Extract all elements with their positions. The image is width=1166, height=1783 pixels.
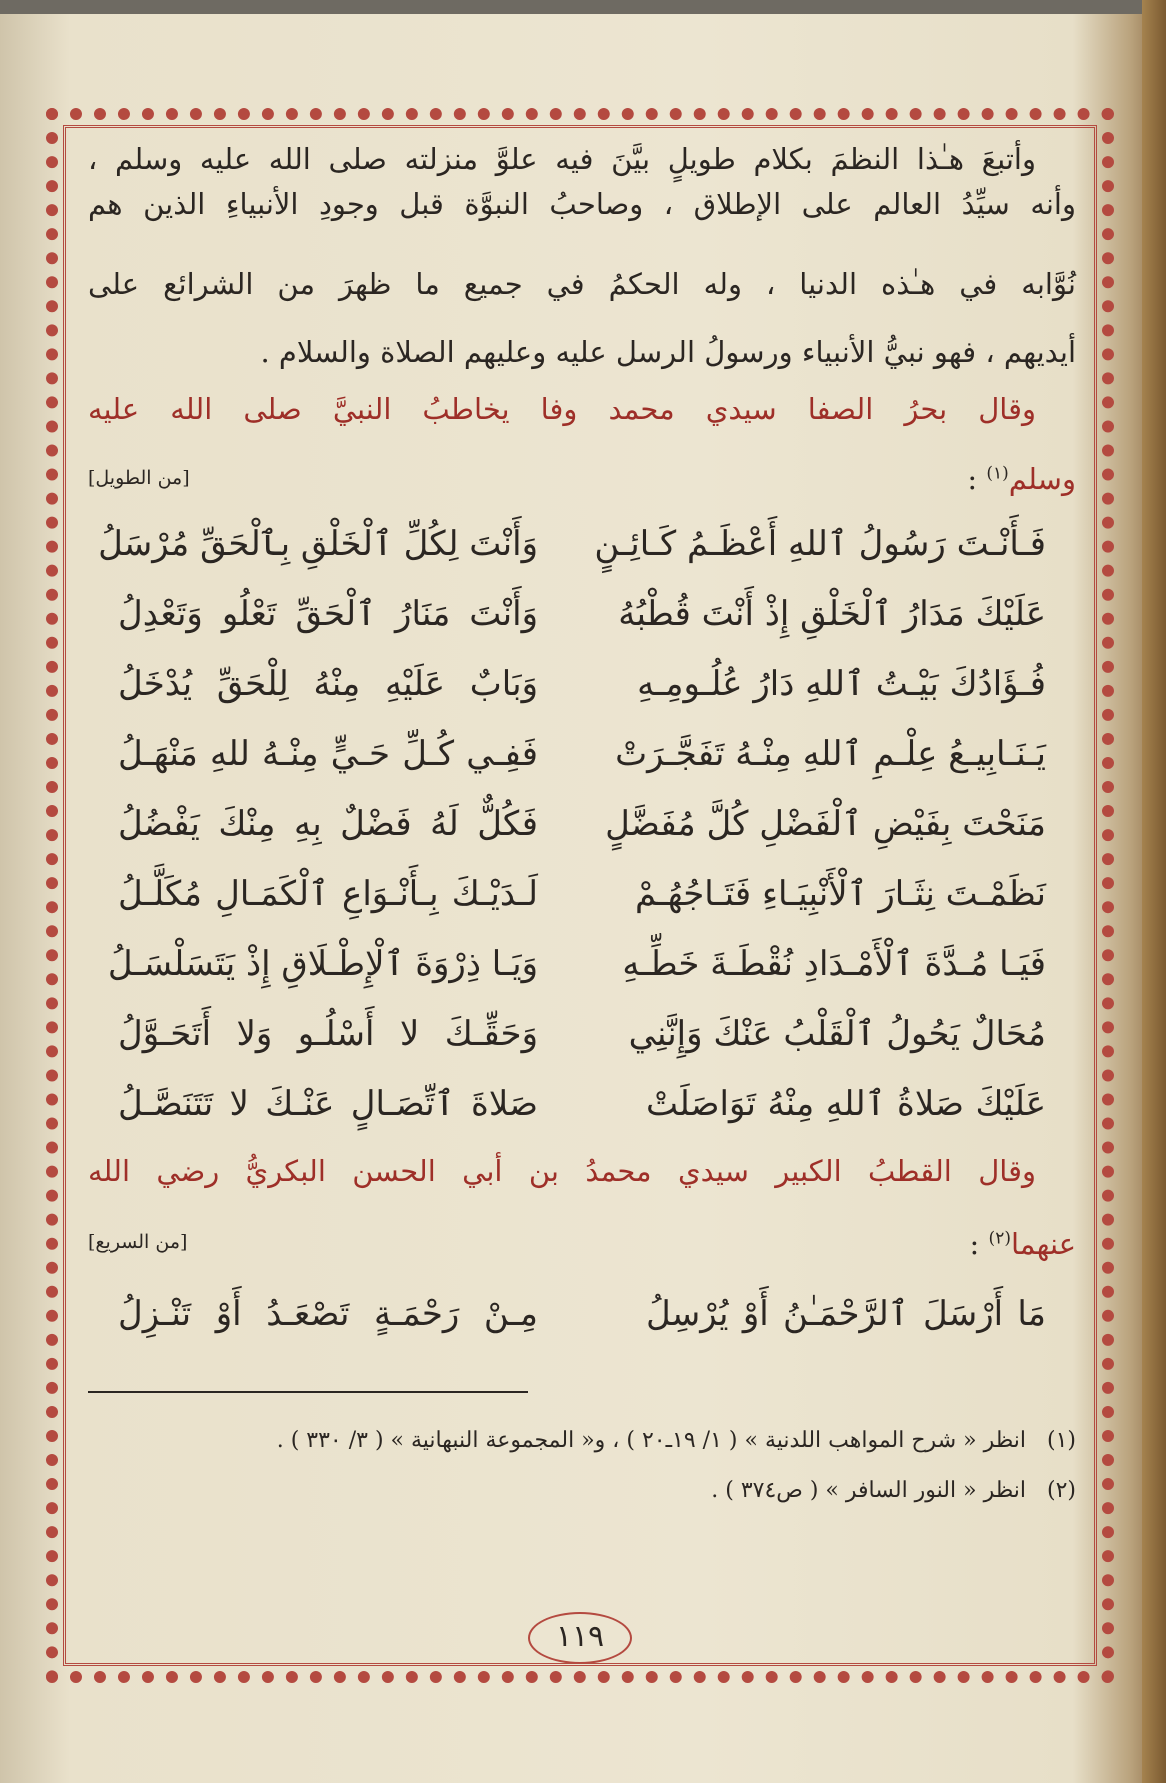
verse-line (88, 524, 1076, 579)
colon: : (967, 462, 978, 496)
verse-line (88, 804, 1076, 859)
verse-line (88, 944, 1076, 999)
verse-first-hemistich: عَلَيْكَ صَلاةُ ٱللهِ مِنْهُ تَوَاصَلَتْ (646, 1084, 1046, 1124)
verse-line (88, 1014, 1076, 1069)
page-number: ١١٩ (528, 1612, 632, 1664)
footnote-text: انظر « النور السافر » ( ص٣٧٤ ) . (711, 1478, 1026, 1503)
verse-line (88, 1084, 1076, 1139)
verse-second-hemistich: فَكُلٌّ لَهُ فَضْلٌ بِهِ مِنْكَ يَفْضُلُ (118, 804, 538, 844)
verse-line (88, 664, 1076, 719)
section-heading-word: عنهما (1010, 1227, 1076, 1261)
footnote (277, 1428, 1076, 1453)
intro-line: أيديهم ، فهو نبيُّ الأنبياء ورسولُ الرسل عليه وعليهم الصلاة والسلام . (260, 335, 1076, 369)
verse-second-hemistich: وَأَنْتَ مَنَارُ ٱلْحَقِّ تَعْلُو وَتَعْدِلُ (118, 594, 538, 634)
verse-first-hemistich: نَظَمْـتَ نِثَـارَ ٱلْأَنْبِيَـاءِ فَتَـاجُهُـمْ (635, 874, 1046, 914)
footnote-separator (88, 1391, 528, 1393)
verse-second-hemistich: فَفِـي كُـلِّ حَـيٍّ مِنْـهُ للهِ مَنْهَـلُ (118, 734, 538, 774)
footnote-number: (٢) (1046, 1478, 1076, 1503)
footnote (711, 1478, 1076, 1503)
verse-second-hemistich: وَأَنْتَ لِكُلِّ ٱلْخَلْقِ بِٱلْحَقِّ مُرْسَلُ (98, 524, 538, 564)
section-heading-end (88, 1227, 1076, 1261)
footnote-mark: (١) (986, 463, 1009, 484)
verse-line (88, 874, 1076, 929)
verse-first-hemistich: فَـأَنْـتَ رَسُولُ ٱللهِ أَعْظَـمُ كَـائِـنٍ (594, 524, 1046, 564)
meter-label: [من الطويل] (88, 467, 190, 489)
verse-first-hemistich: مَنَحْتَ بِفَيْضِ ٱلْفَضْلِ كُلَّ مُفَضَّلٍ (605, 804, 1046, 844)
verse-first-hemistich: يَـنَـابِيـعُ عِلْـمِ ٱللهِ مِنْـهُ تَفَجَّـرَتْ (615, 734, 1046, 774)
verse-second-hemistich: لَـدَيْـكَ بِـأَنْـوَاعِ ٱلْكَمَـالِ مُكَلَّـلُ (118, 874, 538, 914)
verse-line (88, 734, 1076, 789)
intro-line: وأتبعَ هـٰذا النظمَ بكلام طويلٍ بيَّنَ فيه علوَّ منزلته صلى الله عليه وسلم ، (88, 142, 1036, 176)
intro-line: نُوَّابه في هـٰذه الدنيا ، وله الحكمُ في جميع ما ظهرَ من الشرائع على (88, 267, 1076, 301)
book-binding-edge (1142, 0, 1166, 1783)
footnote-mark: (٢) (988, 1228, 1011, 1249)
verse-second-hemistich: وَبَابٌ عَلَيْهِ مِنْهُ لِلْحَقِّ يُدْخَلُ (118, 664, 538, 704)
verse-first-hemistich: مُحَالٌ يَحُولُ ٱلْقَلْبُ عَنْكَ وَإِنَّنِي (628, 1014, 1046, 1054)
verse-first-hemistich: عَلَيْكَ مَدَارُ ٱلْخَلْقِ إِذْ أَنْتَ قُطْبُهُ (618, 594, 1046, 634)
footnote-text: انظر « شرح المواهب اللدنية » ( ١/ ١٩ـ٢٠ ) ، و« المجموعة النبهانية » ( ٣/ ٣٣٠ ) . (276, 1428, 1026, 1453)
verse-first-hemistich: فُـؤَادُكَ بَيْـتُ ٱللهِ دَارُ عُلُـومِـهِ (637, 664, 1046, 704)
verse-line (88, 1294, 1076, 1349)
meter-label: [من السريع] (88, 1231, 188, 1253)
section-heading-end (88, 462, 1076, 496)
verse-first-hemistich: مَا أَرْسَلَ ٱلرَّحْمَـٰنُ أَوْ يُرْسِلُ (646, 1294, 1046, 1334)
verse-second-hemistich: مِـنْ رَحْمَـةٍ تَصْعَـدُ أَوْ تَنْـزِلُ (118, 1294, 538, 1334)
verse-second-hemistich: وَيَـا ذِرْوَةَ ٱلْإِطْـلَاقِ إِذْ يَتَسَلْسَـلُ (107, 944, 538, 984)
background-strip (0, 0, 1166, 14)
section-heading-word: وسلم (1008, 462, 1076, 496)
footnote-number: (١) (1046, 1428, 1076, 1453)
verse-second-hemistich: وَحَقِّـكَ لا أَسْلُـو وَلا أَتَحَـوَّلُ (118, 1014, 538, 1054)
section-heading: وقال بحرُ الصفا سيدي محمد وفا يخاطبُ النبيَّ صلى الله عليه (88, 392, 1036, 426)
verse-second-hemistich: صَلاةَ ٱتِّصَـالٍ عَنْـكَ لا تَتَنَصَّـلُ (118, 1084, 538, 1124)
intro-line: وأنه سيِّدُ العالم على الإطلاق ، وصاحبُ النبوَّة قبل وجودِ الأنبياءِ الذين هم (88, 187, 1076, 221)
page-content (88, 142, 1076, 1665)
section-heading: وقال القطبُ الكبير سيدي محمدُ بن أبي الحسن البكريُّ رضي الله (88, 1154, 1036, 1188)
colon: : (969, 1227, 980, 1261)
verse-line (88, 594, 1076, 649)
verse-first-hemistich: فَيَـا مُـدَّةَ ٱلْأَمْـدَادِ نُقْطَـةَ خَطِّـهِ (622, 944, 1046, 984)
